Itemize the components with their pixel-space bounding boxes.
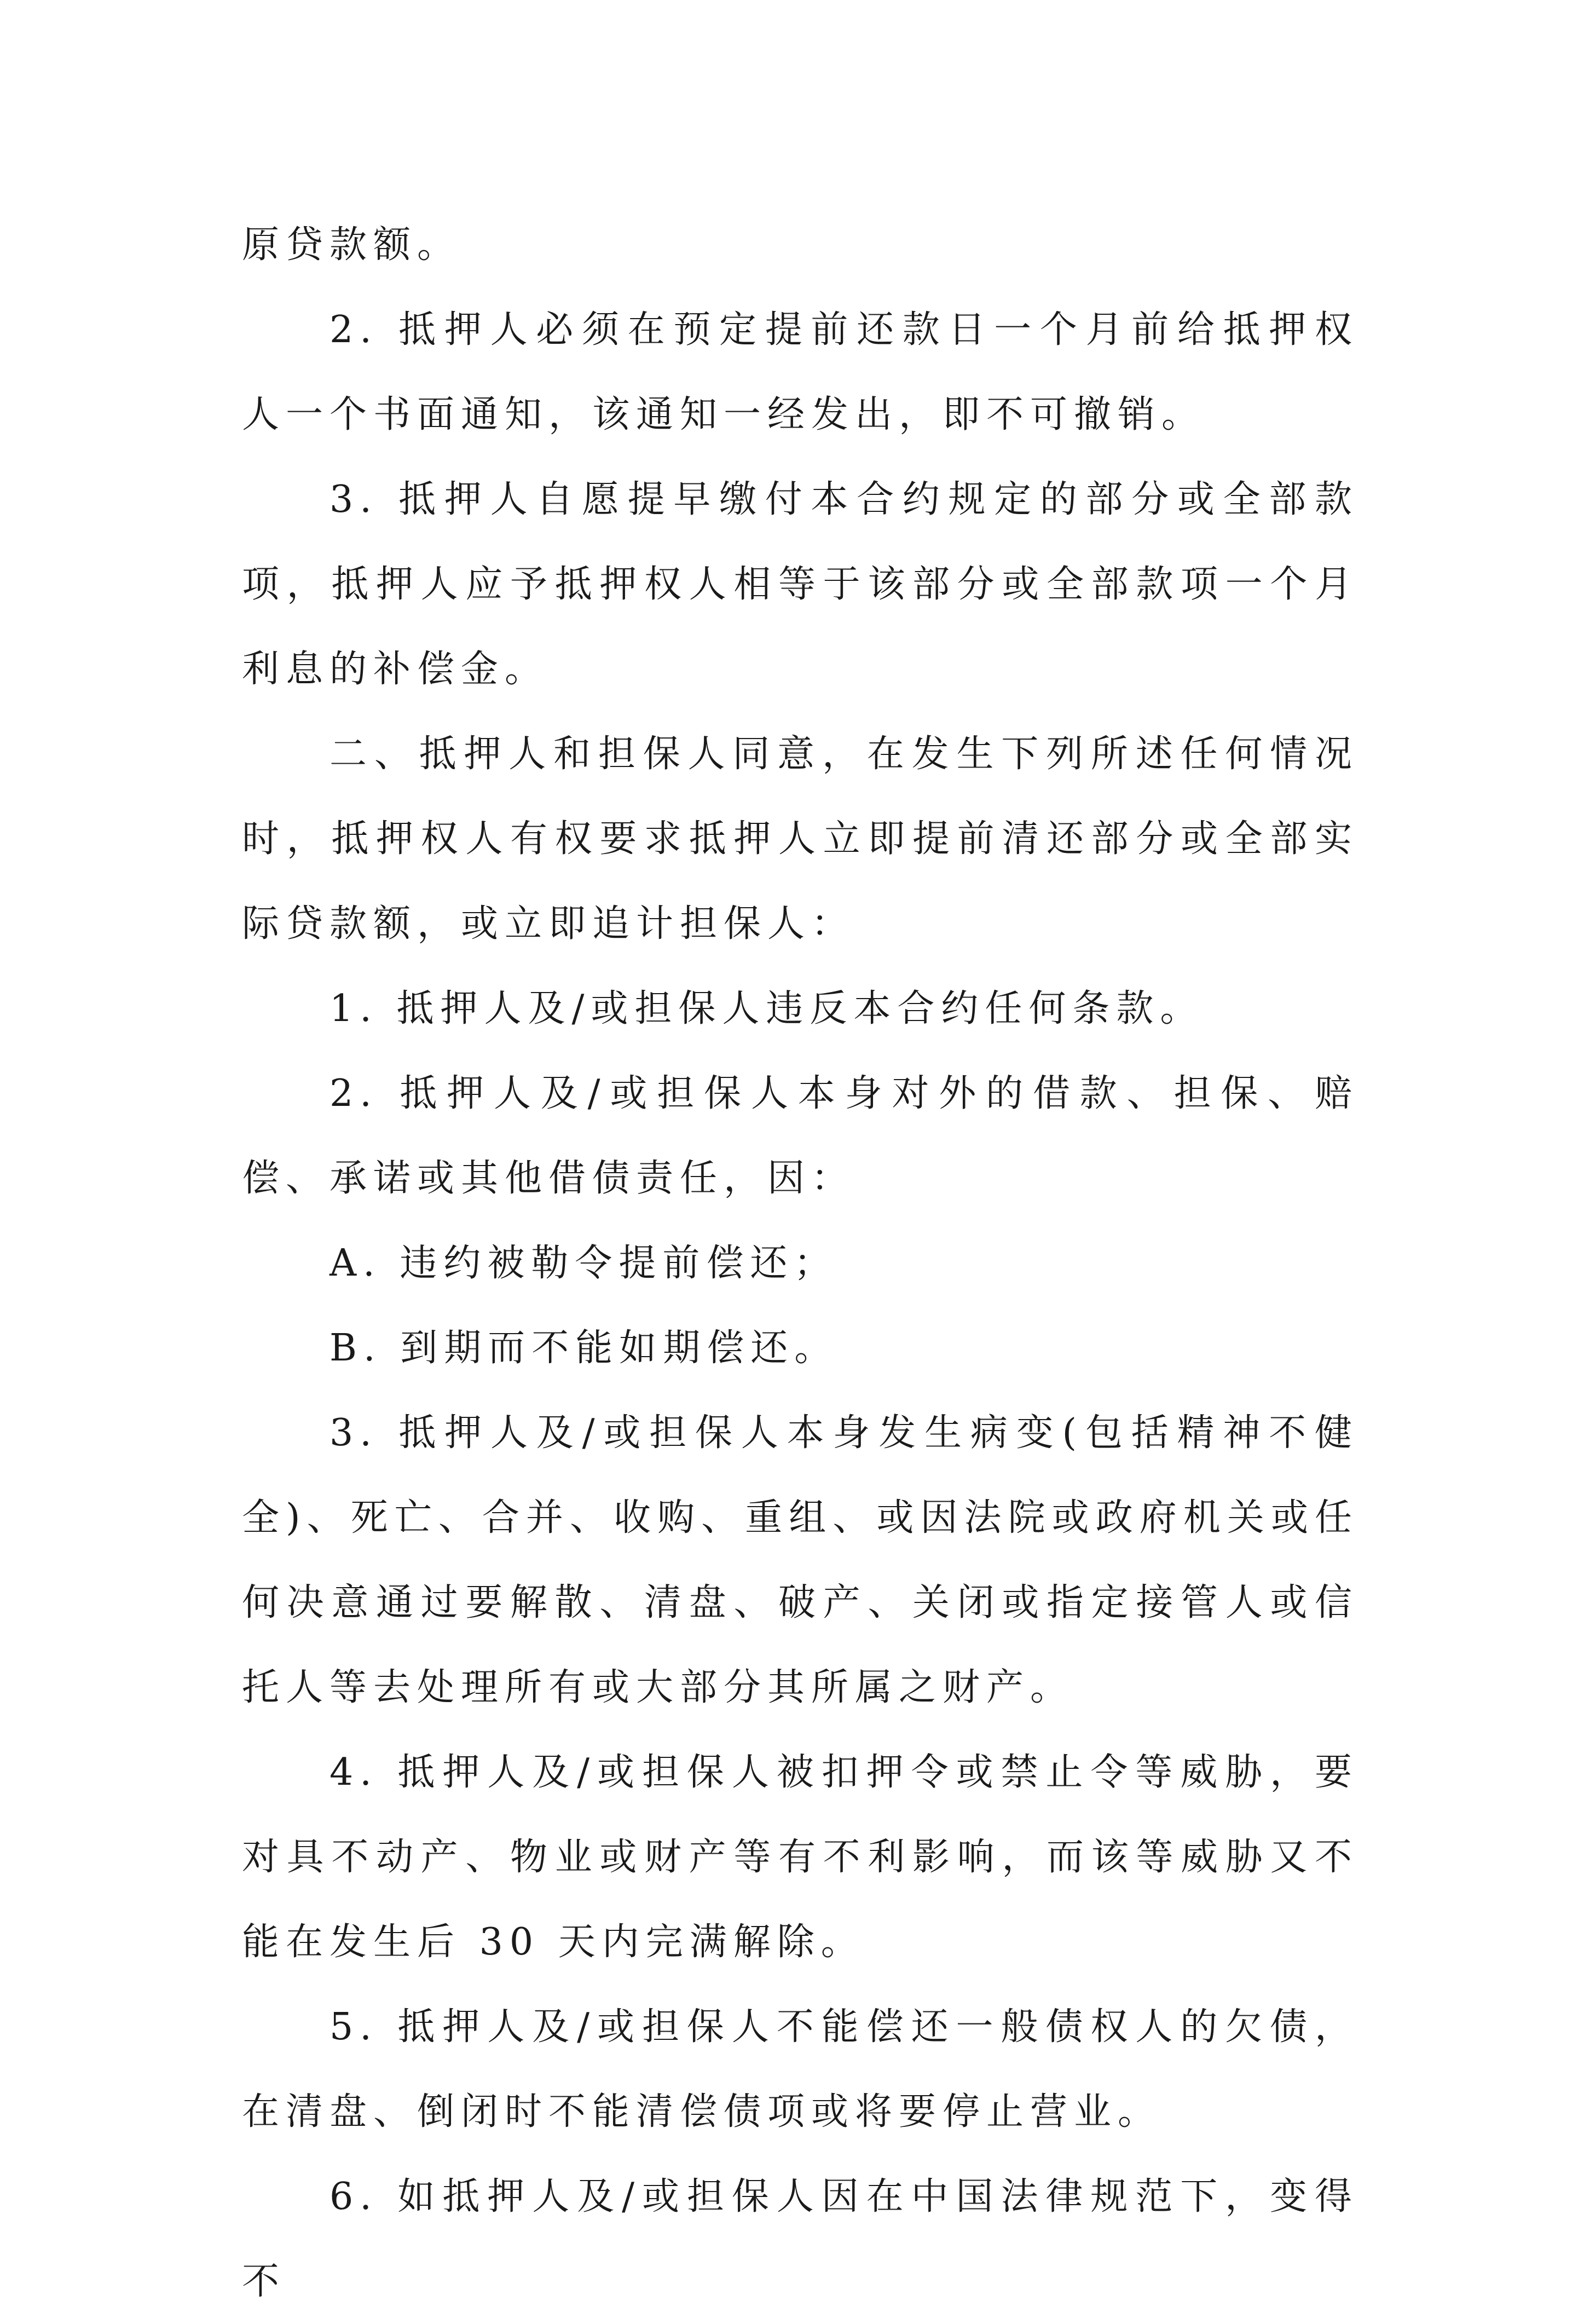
paragraph-section-2: 二、抵押人和担保人同意，在发生下列所述任何情况时，抵押权人有权要求抵押人立即提前清还部分或全部实际贷款额，或立即追计担保人：	[242, 733, 1358, 945]
paragraph-clause-2-4: 4. 抵押人及/或担保人被扣押令或禁止令等威胁，要对具不动产、物业或财产等有不利影响，而该等威胁又不能在发生后 30 天内完满解除。	[242, 1751, 1358, 1964]
paragraph-clause-2-5: 5. 抵押人及/或担保人不能偿还一般债权人的欠债，在清盘、倒闭时不能清偿债项或将要停止营业。	[242, 2005, 1358, 2133]
paragraph-clause-2-2: 2. 抵押人及/或担保人本身对外的借款、担保、赔偿、承诺或其他借债责任，因：	[242, 1072, 1358, 1200]
paragraph-clause-2-3: 3. 抵押人及/或担保人本身发生病变(包括精神不健全)、死亡、合并、收购、重组、或因法院或政府机关或任何决意通过要解散、清盘、破产、关闭或指定接管人或信托人等去处理所有或大部分其所属之财产。	[242, 1411, 1358, 1709]
paragraph-clause-2-6: 6. 如抵押人及/或担保人因在中国法律规范下，变得不	[242, 2175, 1358, 2303]
paragraph-clause-1-2: 2. 抵押人必须在预定提前还款日一个月前给抵押权人一个书面通知，该通知一经发出，即不可撤销。	[242, 308, 1358, 436]
paragraph-clause-2-2-b: B. 到期而不能如期偿还。	[329, 1327, 839, 1370]
paragraph-clause-1-3: 3. 抵押人自愿提早缴付本合约规定的部分或全部款项，抵押人应予抵押权人相等于该部分或全部款项一个月利息的补偿金。	[242, 478, 1358, 691]
paragraph-continuation: 原贷款额。	[242, 223, 461, 267]
document-body	[242, 203, 1358, 2324]
paragraph-clause-2-2-a: A. 违约被勒令提前偿还；	[329, 1242, 838, 1285]
paragraph-clause-2-1: 1. 抵押人及/或担保人违反本合约任何条款。	[329, 987, 1204, 1030]
